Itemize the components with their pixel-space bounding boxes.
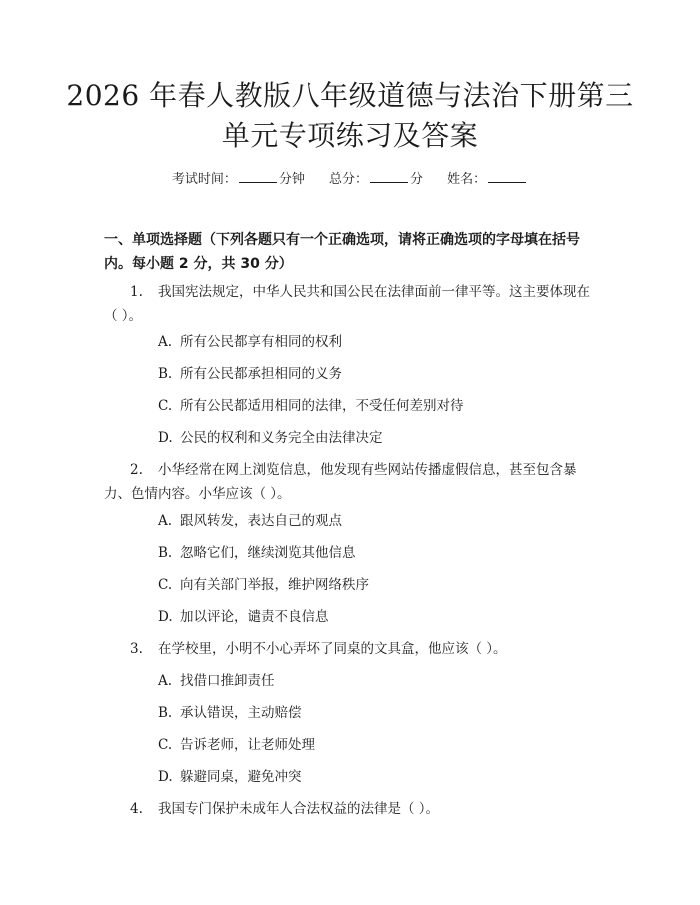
- question-1-line-2: （ ）。: [104, 308, 143, 324]
- question-1-option-c: [158, 394, 598, 418]
- exam-time-label: 考试时间：: [171, 172, 237, 187]
- question-2-line-1: [104, 458, 604, 482]
- question-number: 4.: [130, 801, 143, 817]
- question-4-line-1: [104, 797, 604, 821]
- option-letter: C.: [158, 398, 173, 414]
- question-1-option-d: [158, 426, 598, 450]
- question-3-option-b: [158, 701, 598, 725]
- option-text: 所有公民都适用相同的法律，不受任何差别对待: [180, 398, 464, 414]
- exam-score-label: 总分：: [328, 172, 368, 187]
- option-text: 加以评论，谴责不良信息: [180, 609, 329, 625]
- option-letter: D.: [158, 769, 173, 785]
- question-3: [104, 637, 604, 661]
- exam-name-label: 姓名：: [447, 172, 487, 187]
- title-line-1: 2026 年春人教版八年级道德与法治下册第三: [66, 79, 634, 112]
- question-number: 3.: [130, 641, 143, 657]
- exam-name-blank: [488, 168, 526, 183]
- option-letter: B.: [158, 366, 173, 382]
- question-2-option-a: [158, 509, 598, 533]
- option-letter: A.: [158, 513, 173, 529]
- question-2-option-b: [158, 541, 598, 565]
- option-text: 忽略它们，继续浏览其他信息: [180, 545, 356, 561]
- option-letter: B.: [158, 545, 173, 561]
- option-letter: D.: [158, 609, 173, 625]
- option-text: 跟风转发，表达自己的观点: [180, 513, 342, 529]
- question-text: 在学校里，小明不小心弄坏了同桌的文具盒，他应该（ ）。: [158, 641, 507, 657]
- question-text: 小华经常在网上浏览信息，他发现有些网站传播虚假信息，甚至包含暴: [158, 462, 577, 478]
- exam-meta: [0, 168, 700, 190]
- section-heading-line-2: 内。每小题 2 分，共 30 分）: [104, 256, 293, 272]
- option-text: 告诉老师，让老师处理: [180, 737, 315, 753]
- option-letter: C.: [158, 577, 173, 593]
- option-text: 所有公民都承担相同的义务: [180, 366, 342, 382]
- exam-time-unit: 分钟: [278, 172, 305, 187]
- document-title: [60, 76, 640, 156]
- option-letter: A.: [158, 334, 173, 350]
- option-letter: C.: [158, 737, 173, 753]
- question-number: 2.: [130, 462, 143, 478]
- option-text: 所有公民都享有相同的权利: [180, 334, 342, 350]
- section-heading: [104, 228, 604, 276]
- question-text: 我国专门保护未成年人合法权益的法律是（ ）。: [158, 801, 440, 817]
- question-text: 我国宪法规定，中华人民共和国公民在法律面前一律平等。这主要体现在: [158, 284, 590, 300]
- question-3-option-c: [158, 733, 598, 757]
- question-3-option-a: [158, 669, 598, 693]
- question-2-option-c: [158, 573, 598, 597]
- question-2-option-d: [158, 605, 598, 629]
- question-1-option-b: [158, 362, 598, 386]
- question-3-line-1: [104, 637, 604, 661]
- question-1-line-1: [104, 280, 604, 304]
- exam-score-blank: [370, 168, 408, 183]
- option-text: 向有关部门举报，维护网络秩序: [180, 577, 369, 593]
- option-text: 承认错误，主动赔偿: [180, 705, 302, 721]
- question-2: [104, 458, 604, 506]
- title-line-2: 单元专项练习及答案: [221, 119, 479, 152]
- question-3-option-d: [158, 765, 598, 789]
- option-text: 公民的权利和义务完全由法律决定: [180, 430, 383, 446]
- exam-score-unit: 分: [410, 172, 424, 187]
- option-letter: D.: [158, 430, 173, 446]
- exam-time-blank: [239, 168, 277, 183]
- exam-score: [329, 172, 423, 187]
- question-number: 1.: [130, 284, 143, 300]
- question-4: [104, 797, 604, 821]
- question-2-line-2: 力、色情内容。小华应该（ ）。: [104, 486, 291, 502]
- question-1: [104, 280, 604, 328]
- option-text: 躲避同桌，避免冲突: [180, 769, 302, 785]
- option-letter: A.: [158, 673, 173, 689]
- section-heading-line-1: 一、单项选择题（下列各题只有一个正确选项，请将正确选项的字母填在括号: [104, 232, 580, 248]
- exam-name: [447, 172, 528, 187]
- question-1-option-a: [158, 330, 598, 354]
- option-letter: B.: [158, 705, 173, 721]
- exam-time: [172, 172, 305, 187]
- option-text: 找借口推卸责任: [180, 673, 275, 689]
